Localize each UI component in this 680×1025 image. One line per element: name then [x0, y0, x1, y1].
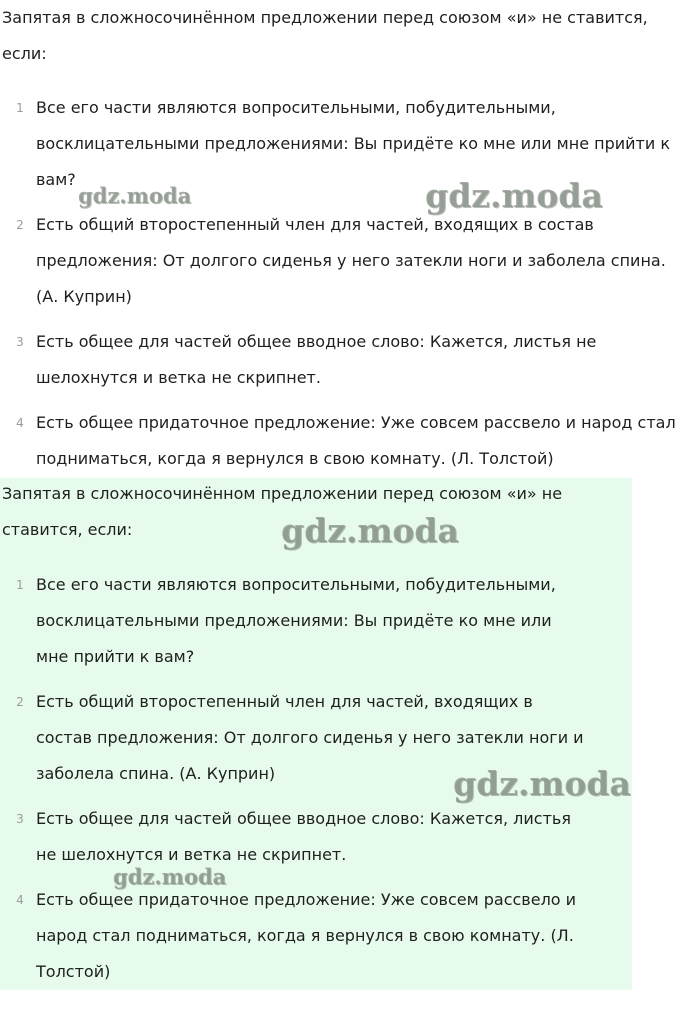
option-number: 4 [16, 416, 24, 430]
question-text: Запятая в сложносочинённом предложении перед союзом «и» не ставится, если: [2, 8, 648, 63]
option-text: Есть общее для частей общее вводное слово: Кажется, листья не шелохнутся и ветка не скрипнет. [36, 809, 571, 864]
task-block-highlighted [0, 478, 632, 990]
option-text: Все его части являются вопросительными, побудительными, восклицательными предложениями: Вы придёте ко мне или мне прийти к вам? [36, 98, 671, 189]
watermark-logo: gdz.moda [453, 764, 631, 803]
watermark-logo: gdz.moda [281, 511, 459, 550]
option-number: 1 [16, 101, 24, 115]
option-text: Все его части являются вопросительными, побудительными, восклицательными предложениями: Вы придёте ко мне или мне прийти к вам? [36, 575, 556, 666]
option-text: Есть общее для частей общее вводное слово: Кажется, листья не шелохнутся и ветка не скрипнет. [36, 332, 597, 387]
option-number: 2 [16, 695, 24, 709]
option-number: 3 [16, 812, 24, 826]
option-text: Есть общее придаточное предложение: Уже совсем рассвело и народ стал подниматься, когда я вернулся в свою комнату. (Л. Толстой) [36, 413, 676, 468]
watermark-logo: gdz.moda [78, 183, 192, 208]
option-text: Есть общий второстепенный член для частей, входящих в состав предложения: От долгого сиденья у него затекли ноги и заболела спина. (А. Куприн) [36, 692, 584, 783]
option-text: Есть общий второстепенный член для частей, входящих в состав предложения: От долгого сиденья у него затекли ноги и заболела спина. (А. Куприн) [36, 215, 666, 306]
option-number: 1 [16, 578, 24, 592]
task-block-original [0, 0, 680, 478]
option-number: 4 [16, 893, 24, 907]
watermark-logo: gdz.moda [113, 864, 227, 889]
option-text: Есть общее придаточное предложение: Уже совсем рассвело и народ стал подниматься, когда я вернулся в свою комнату. (Л. Толстой) [36, 890, 577, 981]
question-text: Запятая в сложносочинённом предложении перед союзом «и» не ставится, если: [2, 484, 563, 539]
watermark-logo: gdz.moda [425, 176, 603, 215]
option-number: 2 [16, 218, 24, 232]
option-number: 3 [16, 335, 24, 349]
